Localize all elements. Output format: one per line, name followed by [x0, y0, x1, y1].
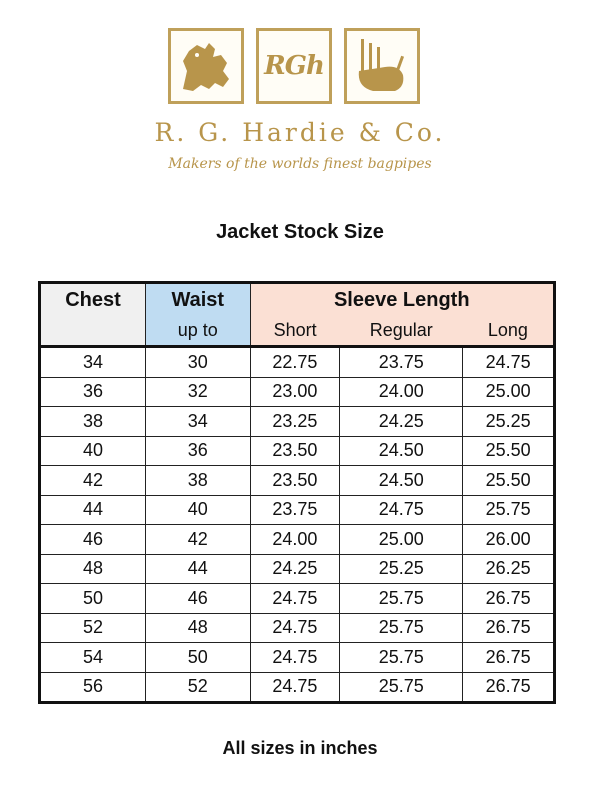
table-row [40, 347, 555, 378]
cell-regular: 24.00 [340, 377, 463, 407]
brand-tagline: Makers of the worlds finest bagpipes [168, 156, 432, 172]
size-table [38, 281, 556, 704]
cell-regular: 25.25 [340, 554, 463, 584]
cell-waist: 32 [146, 377, 251, 407]
cell-long: 26.75 [463, 584, 555, 614]
cell-long: 26.75 [463, 613, 555, 643]
cell-regular: 24.25 [340, 407, 463, 437]
page-title: Jacket Stock Size [216, 221, 384, 243]
cell-long: 26.25 [463, 554, 555, 584]
header-waist: Waist [146, 283, 251, 317]
table-row [40, 643, 555, 673]
cell-regular: 25.75 [340, 613, 463, 643]
lion-emblem [168, 28, 244, 104]
cell-long: 25.50 [463, 436, 555, 466]
table-body [40, 347, 555, 703]
table-row [40, 436, 555, 466]
cell-chest: 48 [40, 554, 146, 584]
cell-waist: 42 [146, 525, 251, 555]
cell-long: 25.25 [463, 407, 555, 437]
cell-chest: 52 [40, 613, 146, 643]
cell-chest: 56 [40, 672, 146, 703]
cell-chest: 46 [40, 525, 146, 555]
lion-icon [175, 35, 237, 97]
header-chest: Chest [40, 283, 146, 347]
cell-regular: 25.00 [340, 525, 463, 555]
cell-waist: 46 [146, 584, 251, 614]
monogram-emblem [256, 28, 332, 104]
cell-regular: 24.50 [340, 466, 463, 496]
cell-short: 23.50 [250, 436, 340, 466]
cell-waist: 38 [146, 466, 251, 496]
cell-short: 23.00 [250, 377, 340, 407]
cell-short: 24.75 [250, 672, 340, 703]
table-row [40, 377, 555, 407]
cell-short: 23.50 [250, 466, 340, 496]
header-sleeve-length: Sleeve Length [250, 283, 554, 317]
table-header [40, 283, 555, 347]
cell-chest: 54 [40, 643, 146, 673]
cell-regular: 25.75 [340, 672, 463, 703]
table-row [40, 525, 555, 555]
logo-emblems [168, 28, 420, 108]
cell-short: 24.75 [250, 584, 340, 614]
cell-chest: 40 [40, 436, 146, 466]
brand-name: R. G. Hardie & Co. [154, 118, 446, 147]
table-row [40, 672, 555, 703]
footnote: All sizes in inches [222, 738, 378, 758]
cell-waist: 40 [146, 495, 251, 525]
bagpipe-emblem [344, 28, 420, 104]
cell-short: 23.75 [250, 495, 340, 525]
cell-chest: 50 [40, 584, 146, 614]
cell-waist: 50 [146, 643, 251, 673]
table-row [40, 554, 555, 584]
monogram: RGh [264, 51, 324, 81]
table-row [40, 466, 555, 496]
cell-regular: 25.75 [340, 584, 463, 614]
table-row [40, 613, 555, 643]
cell-waist: 52 [146, 672, 251, 703]
header-short: Short [250, 316, 340, 347]
cell-waist: 44 [146, 554, 251, 584]
header-long: Long [463, 316, 555, 347]
cell-short: 24.75 [250, 613, 340, 643]
cell-chest: 34 [40, 347, 146, 378]
cell-short: 24.25 [250, 554, 340, 584]
header-regular: Regular [340, 316, 463, 347]
table-row [40, 584, 555, 614]
cell-waist: 30 [146, 347, 251, 378]
cell-chest: 36 [40, 377, 146, 407]
cell-short: 24.00 [250, 525, 340, 555]
brand-logo [148, 22, 452, 182]
table-row [40, 407, 555, 437]
cell-regular: 24.50 [340, 436, 463, 466]
cell-chest: 38 [40, 407, 146, 437]
cell-chest: 44 [40, 495, 146, 525]
cell-short: 24.75 [250, 643, 340, 673]
cell-chest: 42 [40, 466, 146, 496]
bagpipe-icon [351, 35, 413, 97]
cell-waist: 34 [146, 407, 251, 437]
cell-long: 25.00 [463, 377, 555, 407]
table-row [40, 495, 555, 525]
cell-long: 26.75 [463, 643, 555, 673]
cell-long: 26.00 [463, 525, 555, 555]
cell-short: 22.75 [250, 347, 340, 378]
cell-long: 26.75 [463, 672, 555, 703]
cell-waist: 48 [146, 613, 251, 643]
cell-long: 25.75 [463, 495, 555, 525]
header-waist-sub: up to [146, 316, 251, 347]
cell-long: 25.50 [463, 466, 555, 496]
cell-regular: 23.75 [340, 347, 463, 378]
cell-short: 23.25 [250, 407, 340, 437]
cell-regular: 24.75 [340, 495, 463, 525]
cell-long: 24.75 [463, 347, 555, 378]
cell-waist: 36 [146, 436, 251, 466]
cell-regular: 25.75 [340, 643, 463, 673]
